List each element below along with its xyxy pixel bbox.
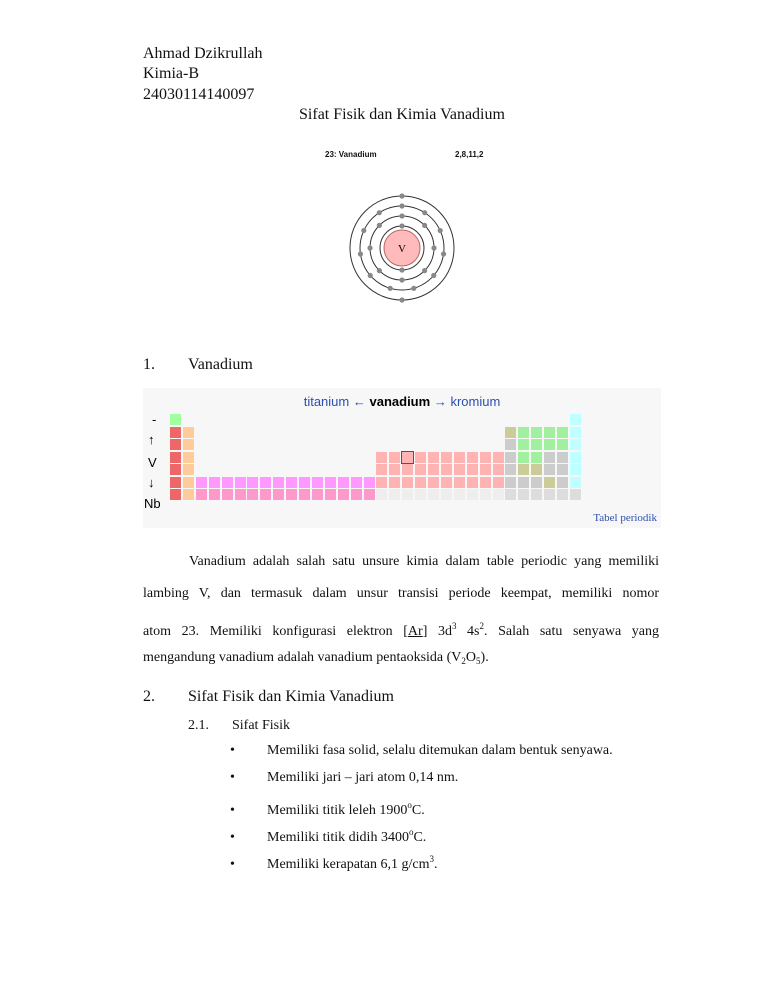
- element-cell[interactable]: [518, 452, 529, 463]
- element-cell[interactable]: [505, 489, 516, 500]
- subsection-heading: Sifat Fisik: [232, 718, 290, 733]
- electron: [377, 210, 382, 215]
- bullet-item: • Memiliki jari – jari atom 0,14 nm.: [230, 770, 459, 785]
- electron: [438, 228, 443, 233]
- electron: [431, 245, 436, 250]
- element-cell[interactable]: [505, 477, 516, 488]
- electron: [358, 251, 363, 256]
- section2-number: 2.: [143, 688, 155, 705]
- element-cell[interactable]: [531, 439, 542, 450]
- element-cell[interactable]: [325, 489, 336, 500]
- element-cell[interactable]: [557, 439, 568, 450]
- current-element: vanadium: [369, 394, 431, 409]
- argon-link[interactable]: Ar: [407, 624, 423, 639]
- element-cell[interactable]: [415, 489, 426, 500]
- element-cell[interactable]: [518, 439, 529, 450]
- element-cell[interactable]: [428, 464, 439, 475]
- element-cell[interactable]: [544, 452, 555, 463]
- element-cell[interactable]: [544, 489, 555, 500]
- subsection-number: 2.1.: [188, 718, 209, 733]
- element-cell[interactable]: [402, 489, 413, 500]
- bullet-item: • Memiliki titik didih 3400$^o$C.: [230, 827, 427, 845]
- element-cell[interactable]: [493, 477, 504, 488]
- element-cell[interactable]: [415, 452, 426, 463]
- element-cell[interactable]: [557, 452, 568, 463]
- element-cell[interactable]: [493, 464, 504, 475]
- element-cell[interactable]: [376, 477, 387, 488]
- element-cell[interactable]: [389, 477, 400, 488]
- electron: [399, 193, 404, 198]
- element-cell[interactable]: [531, 452, 542, 463]
- electron: [388, 286, 393, 291]
- nucleus-symbol: V: [398, 243, 406, 255]
- element-cell[interactable]: [402, 477, 413, 488]
- paragraph-line-4: mengandung vanadium adalah vanadium pentaoksida $(V_2O_5)$.: [143, 650, 489, 666]
- element-cell[interactable]: [209, 477, 220, 488]
- electron: [422, 268, 427, 273]
- periodic-table-caption[interactable]: Tabel periodik: [593, 512, 657, 524]
- electron: [422, 223, 427, 228]
- element-cell[interactable]: [286, 477, 297, 488]
- element-cell[interactable]: [480, 452, 491, 463]
- bullet-item: • Memiliki kerapatan 6,1 $g/cm^3$.: [230, 854, 438, 872]
- electron: [399, 223, 404, 228]
- element-cell[interactable]: [196, 477, 207, 488]
- element-cell[interactable]: [325, 477, 336, 488]
- element-cell[interactable]: [351, 477, 362, 488]
- arrow-left: ←: [352, 394, 366, 409]
- element-cell[interactable]: [260, 477, 271, 488]
- atom-label-config: 2,8,11,2: [455, 150, 484, 159]
- element-cell[interactable]: [273, 477, 284, 488]
- electron: [399, 297, 404, 302]
- element-cell[interactable]: [364, 489, 375, 500]
- element-cell[interactable]: [454, 452, 465, 463]
- class-name: Kimia-B: [143, 65, 199, 82]
- element-cell[interactable]: [518, 464, 529, 475]
- element-cell[interactable]: [235, 489, 246, 500]
- element-cell[interactable]: [531, 489, 542, 500]
- element-cell[interactable]: [544, 427, 555, 438]
- element-cell[interactable]: [286, 489, 297, 500]
- element-cell[interactable]: [467, 489, 478, 500]
- element-cell[interactable]: [570, 452, 581, 463]
- element-cell[interactable]: [518, 427, 529, 438]
- element-cell[interactable]: [454, 489, 465, 500]
- element-cell[interactable]: [480, 477, 491, 488]
- electron: [399, 203, 404, 208]
- element-cell[interactable]: [570, 439, 581, 450]
- element-cell[interactable]: [222, 489, 233, 500]
- electron: [377, 223, 382, 228]
- element-cell[interactable]: [518, 489, 529, 500]
- element-cell[interactable]: [183, 489, 194, 500]
- element-cell[interactable]: [376, 464, 387, 475]
- element-cell[interactable]: [428, 477, 439, 488]
- element-cell[interactable]: [170, 452, 181, 463]
- element-cell[interactable]: [170, 477, 181, 488]
- above-element: -: [152, 412, 157, 427]
- element-cell[interactable]: [389, 452, 400, 463]
- electron: [368, 273, 373, 278]
- element-cell[interactable]: [518, 477, 529, 488]
- element-cell[interactable]: [247, 489, 258, 500]
- element-cell[interactable]: [441, 477, 452, 488]
- element-cell[interactable]: [570, 427, 581, 438]
- arrow-right: →: [433, 394, 447, 409]
- element-cell[interactable]: [480, 464, 491, 475]
- electron: [377, 268, 382, 273]
- element-cell[interactable]: [170, 464, 181, 475]
- element-cell[interactable]: [415, 477, 426, 488]
- element-cell[interactable]: [531, 427, 542, 438]
- bohr-atom-diagram: [340, 186, 464, 310]
- element-cell[interactable]: [480, 489, 491, 500]
- electron: [441, 251, 446, 256]
- element-cell[interactable]: [467, 477, 478, 488]
- student-id: 24030114140097: [143, 86, 255, 103]
- below-element-link[interactable]: Nb: [144, 496, 161, 511]
- element-cell[interactable]: [570, 414, 581, 425]
- paragraph-line-2: lambing V, dan termasuk dalam unsur transisi periode keempat, memiliki nomor: [143, 586, 659, 601]
- document-title: Sifat Fisik dan Kimia Vanadium: [299, 106, 505, 123]
- electron: [431, 273, 436, 278]
- right-neighbor-link[interactable]: kromium: [450, 394, 501, 409]
- electron: [422, 210, 427, 215]
- element-cell[interactable]: [389, 464, 400, 475]
- paragraph-line-3: atom 23. Memiliki konfigurasi elektron [Ar] $3d^3$ $4s^2$. Salah satu senyawa yang: [143, 621, 659, 639]
- electron: [361, 228, 366, 233]
- periodic-table-grid: [170, 414, 582, 506]
- element-cell[interactable]: [531, 464, 542, 475]
- element-cell[interactable]: [570, 464, 581, 475]
- element-cell[interactable]: [338, 477, 349, 488]
- author-name: Ahmad Dzikrullah: [143, 45, 263, 62]
- element-cell[interactable]: [183, 477, 194, 488]
- element-cell[interactable]: [557, 427, 568, 438]
- element-cell[interactable]: [389, 489, 400, 500]
- element-cell[interactable]: [544, 439, 555, 450]
- electron: [411, 286, 416, 291]
- element-cell[interactable]: [364, 477, 375, 488]
- element-cell[interactable]: [441, 464, 452, 475]
- bullet-item: • Memiliki titik leleh 1900$^o$C.: [230, 800, 425, 818]
- element-cell[interactable]: [505, 439, 516, 450]
- element-cell[interactable]: [183, 439, 194, 450]
- section1-heading: Vanadium: [188, 356, 253, 373]
- element-cell[interactable]: [209, 489, 220, 500]
- element-cell[interactable]: [247, 477, 258, 488]
- element-cell[interactable]: [544, 477, 555, 488]
- element-cell[interactable]: [170, 427, 181, 438]
- electron: [399, 277, 404, 282]
- element-cell[interactable]: [402, 464, 413, 475]
- element-cell[interactable]: [544, 464, 555, 475]
- element-cell[interactable]: [299, 489, 310, 500]
- section2-heading: Sifat Fisik dan Kimia Vanadium: [188, 688, 394, 705]
- element-cell[interactable]: [570, 489, 581, 500]
- element-cell[interactable]: [428, 452, 439, 463]
- section1-number: 1.: [143, 356, 155, 373]
- element-cell[interactable]: [441, 489, 452, 500]
- element-cell[interactable]: [260, 489, 271, 500]
- element-cell[interactable]: [222, 477, 233, 488]
- element-cell[interactable]: [170, 489, 181, 500]
- element-cell[interactable]: [428, 489, 439, 500]
- element-cell[interactable]: [557, 464, 568, 475]
- periodic-table-box: [143, 388, 661, 528]
- bullet-item: • Memiliki fasa solid, selalu ditemukan dalam bentuk senyawa.: [230, 743, 613, 758]
- element-cell[interactable]: [338, 489, 349, 500]
- atom-label-element: 23: Vanadium: [325, 150, 377, 159]
- electron: [399, 267, 404, 272]
- element-cell[interactable]: [183, 464, 194, 475]
- paragraph-line-1: Vanadium adalah salah satu unsure kimia dalam table periodic yang memiliki: [189, 554, 659, 569]
- element-cell[interactable]: [454, 464, 465, 475]
- element-cell[interactable]: [351, 489, 362, 500]
- down-arrow: ↓: [148, 475, 155, 490]
- element-symbol: V: [148, 455, 157, 470]
- element-cell[interactable]: [273, 489, 284, 500]
- electron: [367, 245, 372, 250]
- element-cell[interactable]: [183, 452, 194, 463]
- element-cell[interactable]: [557, 489, 568, 500]
- up-arrow: ↑: [148, 432, 155, 447]
- element-cell[interactable]: [170, 414, 181, 425]
- element-cell[interactable]: [570, 477, 581, 488]
- element-cell[interactable]: [196, 489, 207, 500]
- element-cell[interactable]: [183, 427, 194, 438]
- element-cell[interactable]: [505, 427, 516, 438]
- element-cell[interactable]: [312, 477, 323, 488]
- element-cell[interactable]: [402, 452, 413, 463]
- element-cell[interactable]: [505, 464, 516, 475]
- periodic-nav: [143, 394, 661, 409]
- element-cell[interactable]: [454, 477, 465, 488]
- element-cell[interactable]: [441, 452, 452, 463]
- left-neighbor-link[interactable]: titanium: [303, 394, 350, 409]
- element-cell[interactable]: [415, 464, 426, 475]
- element-cell[interactable]: [312, 489, 323, 500]
- element-cell[interactable]: [505, 452, 516, 463]
- element-cell[interactable]: [493, 452, 504, 463]
- element-cell[interactable]: [467, 452, 478, 463]
- element-cell[interactable]: [467, 464, 478, 475]
- element-cell[interactable]: [235, 477, 246, 488]
- element-cell[interactable]: [376, 452, 387, 463]
- element-cell[interactable]: [531, 477, 542, 488]
- element-cell[interactable]: [557, 477, 568, 488]
- element-cell[interactable]: [299, 477, 310, 488]
- electron: [399, 213, 404, 218]
- element-cell[interactable]: [170, 439, 181, 450]
- element-cell[interactable]: [376, 489, 387, 500]
- element-cell[interactable]: [493, 489, 504, 500]
